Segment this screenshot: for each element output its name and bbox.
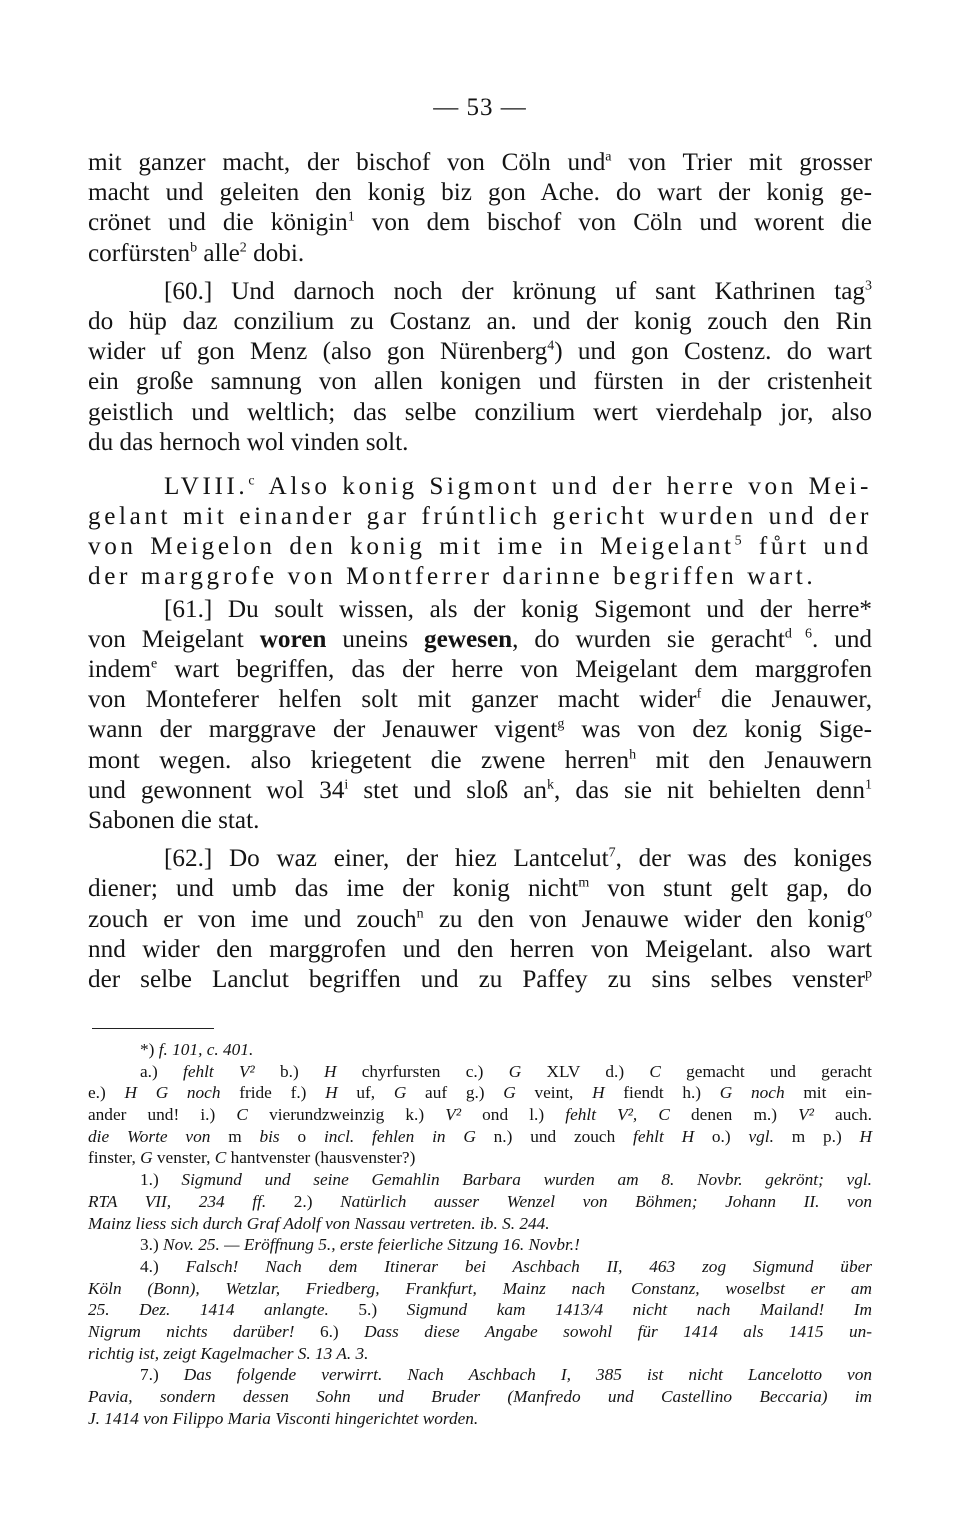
footnotes	[88, 1039, 872, 1429]
text-line: geistlich und weltlich; das selbe conzilium wert vierdehalp jor, also	[88, 398, 872, 426]
footnote-line: 7.) Das folgende verwirrt. Nach Aschbach I, 385 ist nicht Lancelotto von	[140, 1365, 872, 1385]
text-line: indem$^e$ wart begriffen, das der herre von Meigelant dem marggrofen	[88, 656, 872, 683]
text-line: Sabonen die stat.	[88, 806, 260, 834]
footnote-line: richtig ist, zeigt Kagelmacher S. 13 A. 3.	[88, 1343, 369, 1363]
heading-line: von Meigelon den konig mit ime in Meigelant$^5$ fůrt und	[88, 533, 872, 561]
text-line: macht und geleiten den konig biz gon Ache. do wart der konig ge-	[88, 179, 872, 207]
text-line: mont wegen. also kriegetent die zwene herren$^h$ mit den Jenauwern	[88, 746, 872, 774]
footnote-line: 1.) Sigmund und seine Gemahlin Barbara wurden am 8. Novbr. gekrönt; vgl.	[140, 1170, 872, 1190]
main-text	[88, 148, 872, 995]
footnote-line: Köln (Bonn), Wetzlar, Friedberg, Frankfurt, Mainz nach Constanz, woselbst er am	[88, 1278, 872, 1298]
text-line: crönet und die königin$^1$ von dem bischof von Cöln und worent die	[88, 209, 872, 237]
heading-line: gelant mit einander gar frúntlich gericht wurden und der	[88, 503, 872, 531]
paragraph-60-start: [60.] Und darnoch noch der krönung uf sant Kathrinen tag$^3$	[164, 277, 872, 305]
footnote-line: RTA VII, 234 ff. 2.) Natürlich ausser Wenzel von Böhmen; Johann II. von	[88, 1191, 872, 1211]
paragraph-62-start: [62.] Do waz einer, der hiez Lantcelut$^7$, der was des koniges	[164, 845, 872, 873]
footnote-line: e.) H G noch fride f.) H uf, G auf g.) G veint, H fiendt h.) G noch mit ein-	[88, 1083, 872, 1103]
text-line: und gewonnent wol 34$^i$ stet und sloß $an^k$, das sie nit behielten denn$^1$	[88, 776, 872, 804]
footnote-line: 3.) Nov. 25. — Eröffnung 5., erste feierliche Sitzung 16. Novbr.!	[140, 1235, 580, 1255]
text-line: corfürsten$^b$ alle$^2$ dobi.	[88, 239, 305, 267]
page-number: — 53 —	[433, 94, 527, 121]
footnote-line: ander und! i.) C vierundzweinzig k.) V² ond l.) fehlt V², C denen m.) V² auch.	[88, 1105, 872, 1125]
heading-line: der marggrofe von Montferrer darinne begriffen wart.	[88, 563, 817, 591]
footnote-line: J. 1414 von Filippo Maria Visconti hingerichtet worden.	[88, 1408, 479, 1428]
text-line: do hüp daz conzilium zu Costanz an. und der konig zouch den Rin	[88, 307, 872, 335]
heading-line: LVIII.$^c$ Also konig Sigmont und der herre von Mei-	[164, 472, 872, 500]
footnote-line: 4.) Falsch! Nach dem Itinerar bei Aschbach II, 463 zog Sigmund über	[140, 1256, 872, 1276]
text-line: zouch er von ime und zouch$^n$ zu den von Jenauwe wider den konig$^o$	[88, 905, 872, 933]
footnote-line: die Worte von m bis o incl. fehlen in G n.) und zouch fehlt H o.) vgl. m p.) H	[88, 1126, 873, 1146]
text-line: wider uf gon Menz (also gon Nürenberg$^4$) und gon Costenz. do wart	[88, 338, 872, 366]
text-line: diener; und umb das ime der konig nicht$^m$ von stunt gelt gap, do	[88, 875, 873, 903]
footnote-line: Nigrum nichts darüber! 6.) Dass diese Angabe sowohl für 1414 als 1415 un-	[88, 1321, 872, 1341]
footnote-line: finster, G venster, C hantvenster (hausvenster?)	[88, 1148, 416, 1168]
text-line: wann der marggrave der Jenauwer vigent$^g$ was von dez konig Sige-	[88, 716, 872, 744]
text-line: von Monteferer helfen solt mit ganzer macht wider$^f$ die Jenauwer,	[88, 686, 872, 714]
footnote-line: *) f. 101, c. 401.	[140, 1040, 254, 1059]
text-line: nnd wider den marggrofen und den herren von Meigelant. also wart	[88, 935, 872, 963]
footnote-line: 25. Dez. 1414 anlangte. 5.) Sigmund kam 1413/4 nicht nach Mailand! Im	[88, 1300, 873, 1320]
paragraph-61-start: [61.] Du soult wissen, als der konig Sigemont und der herre*	[164, 595, 872, 623]
footnote-line: a.) fehlt V² b.) H chyrfursten c.) G XLV d.) C gemacht und geracht	[140, 1061, 872, 1081]
text-line: der selbe Lanclut begriffen und zu Paffey zu sins selbes venster$^p$	[88, 965, 872, 993]
footnote-line: Mainz liess sich durch Graf Adolf von Nassau vertreten. ib. S. 244.	[88, 1213, 550, 1233]
text-line: ein große samnung von allen konigen und fürsten in der cristenheit	[88, 368, 872, 396]
footnote-line: Pavia, sondern dessen Sohn und Bruder (Manfredo und Castellino Beccaria) im	[88, 1387, 872, 1406]
chapter-heading-lviii	[88, 472, 872, 593]
text-line: du das hernoch wol vinden solt.	[88, 428, 409, 456]
text-line: von Meigelant woren uneins gewesen, do wurden sie geracht$^{d 6}$. und	[88, 625, 873, 653]
text-line: mit ganzer macht, der bischof von Cöln und$^a$ von Trier mit grosser	[88, 149, 872, 176]
footnote-divider	[92, 1028, 214, 1029]
